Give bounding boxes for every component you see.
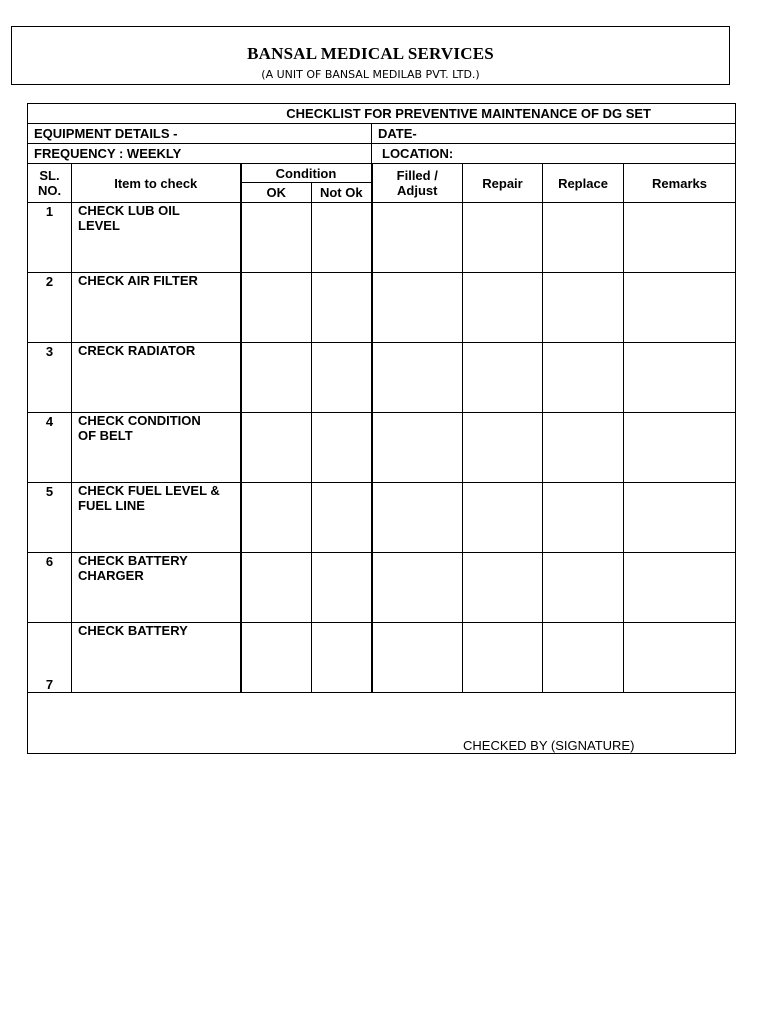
col-not-ok: Not Ok	[312, 183, 372, 203]
cell-replace[interactable]	[543, 623, 624, 693]
cell-not-ok[interactable]	[312, 623, 372, 693]
row-item: CHECK FUEL LEVEL & FUEL LINE	[72, 483, 241, 553]
cell-not-ok[interactable]	[312, 413, 372, 483]
equipment-details-label: EQUIPMENT DETAILS -	[28, 124, 372, 144]
cell-repair[interactable]	[463, 343, 543, 413]
cell-replace[interactable]	[543, 483, 624, 553]
col-filled-adjust	[372, 164, 463, 203]
cell-repair[interactable]	[463, 413, 543, 483]
cell-filled-adjust[interactable]	[372, 623, 463, 693]
row-number: 3	[28, 343, 72, 413]
col-filled-line2: Adjust	[397, 183, 438, 198]
cell-repair[interactable]	[463, 203, 543, 273]
col-ok: OK	[241, 183, 312, 203]
cell-not-ok[interactable]	[312, 203, 372, 273]
cell-replace[interactable]	[543, 203, 624, 273]
cell-replace[interactable]	[543, 273, 624, 343]
cell-remarks[interactable]	[624, 413, 736, 483]
cell-filled-adjust[interactable]	[372, 553, 463, 623]
checklist-table	[27, 103, 736, 754]
cell-ok[interactable]	[241, 273, 312, 343]
row-number: 1	[28, 203, 72, 273]
cell-ok[interactable]	[241, 623, 312, 693]
location-label: LOCATION:	[372, 144, 736, 164]
table-row	[28, 203, 736, 273]
cell-filled-adjust[interactable]	[372, 413, 463, 483]
cell-remarks[interactable]	[624, 623, 736, 693]
table-row	[28, 413, 736, 483]
cell-ok[interactable]	[241, 343, 312, 413]
cell-remarks[interactable]	[624, 343, 736, 413]
cell-remarks[interactable]	[624, 203, 736, 273]
row-number: 5	[28, 483, 72, 553]
row-item: CHECK BATTERY CHARGER	[72, 553, 241, 623]
cell-not-ok[interactable]	[312, 553, 372, 623]
cell-ok[interactable]	[241, 203, 312, 273]
date-label: DATE-	[372, 124, 736, 144]
table-row	[28, 623, 736, 693]
table-row	[28, 343, 736, 413]
cell-filled-adjust[interactable]	[372, 203, 463, 273]
table-row	[28, 483, 736, 553]
col-sl-no-line1: SL.	[39, 168, 60, 183]
table-row	[28, 273, 736, 343]
cell-not-ok[interactable]	[312, 343, 372, 413]
row-item: CHECK CONDITION OF BELT	[72, 413, 241, 483]
cell-replace[interactable]	[543, 343, 624, 413]
table-row	[28, 553, 736, 623]
col-sl-no	[28, 164, 72, 203]
letterhead-box	[11, 26, 730, 85]
col-replace: Replace	[543, 164, 624, 203]
cell-ok[interactable]	[241, 413, 312, 483]
cell-remarks[interactable]	[624, 483, 736, 553]
row-item: CHECK AIR FILTER	[72, 273, 241, 343]
cell-remarks[interactable]	[624, 553, 736, 623]
cell-ok[interactable]	[241, 553, 312, 623]
row-number: 6	[28, 553, 72, 623]
cell-filled-adjust[interactable]	[372, 273, 463, 343]
col-condition: Condition	[241, 164, 372, 183]
cell-filled-adjust[interactable]	[372, 343, 463, 413]
cell-not-ok[interactable]	[312, 273, 372, 343]
col-filled-line1: Filled /	[396, 168, 438, 183]
row-number: 2	[28, 273, 72, 343]
col-remarks: Remarks	[624, 164, 736, 203]
cell-filled-adjust[interactable]	[372, 483, 463, 553]
company-subtitle: (A UNIT OF BANSAL MEDILAB PVT. LTD.)	[261, 68, 480, 81]
col-sl-no-line2: NO.	[37, 183, 62, 198]
cell-not-ok[interactable]	[312, 483, 372, 553]
checked-by-signature-label: CHECKED BY (SIGNATURE)	[463, 738, 635, 753]
row-item: CHECK BATTERY	[72, 623, 241, 693]
row-number: 4	[28, 413, 72, 483]
col-repair: Repair	[463, 164, 543, 203]
frequency-label: FREQUENCY : WEEKLY	[28, 144, 372, 164]
row-item: CRECK RADIATOR	[72, 343, 241, 413]
cell-repair[interactable]	[463, 553, 543, 623]
row-item: CHECK LUB OIL LEVEL	[72, 203, 241, 273]
cell-replace[interactable]	[543, 553, 624, 623]
row-number: 7	[28, 623, 72, 693]
cell-remarks[interactable]	[624, 273, 736, 343]
col-item: Item to check	[72, 164, 241, 203]
cell-repair[interactable]	[463, 273, 543, 343]
form-title: CHECKLIST FOR PREVENTIVE MAINTENANCE OF DG SET	[28, 104, 736, 124]
cell-ok[interactable]	[241, 483, 312, 553]
cell-repair[interactable]	[463, 483, 543, 553]
cell-replace[interactable]	[543, 413, 624, 483]
cell-repair[interactable]	[463, 623, 543, 693]
company-name: BANSAL MEDICAL SERVICES	[247, 44, 494, 63]
signature-area[interactable]	[28, 693, 736, 754]
